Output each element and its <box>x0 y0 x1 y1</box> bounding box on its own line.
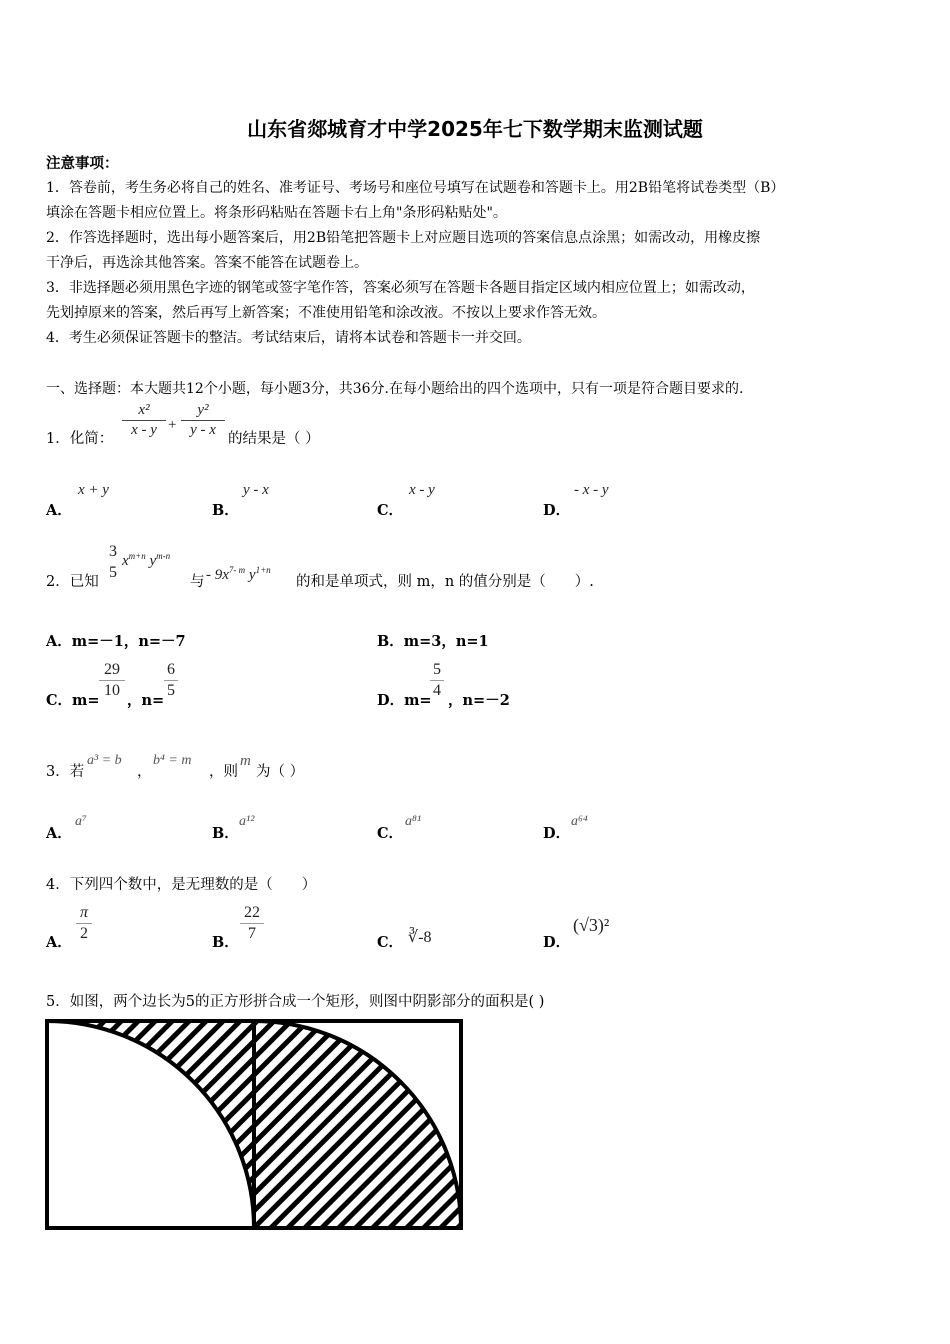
q1-option-d: - x - y <box>574 482 609 498</box>
section-heading: 一、选择题：本大题共12个小题，每小题3分，共36分.在每小题给出的四个选项中，只有一项是符合题目要求的. <box>46 381 744 397</box>
q2-term1-x: x <box>122 553 129 569</box>
q2-d-m-denominator: 4 <box>433 682 441 699</box>
notice-line-2a: 2．作答选择题时，选出每小题答案后，用2B铅笔把答题卡上对应题目选项的答案信息点涂黑；如需改动，用橡皮擦 <box>46 230 761 246</box>
q2-tail: 的和是单项式，则 m，n 的值分别是（ ）. <box>296 574 594 590</box>
q3-expr-1: a³ = b <box>87 753 122 768</box>
q2-with: 与 <box>190 574 205 590</box>
q1-option-a-label: A． <box>46 502 72 519</box>
q2-coef-numerator: 3 <box>109 543 117 560</box>
q4-option-a <box>76 904 92 943</box>
q3-then: ，则 <box>209 764 238 780</box>
q1-option-c: x - y <box>409 482 435 498</box>
q4-a-denominator: 2 <box>80 925 88 942</box>
q2-d-m-numerator: 5 <box>433 661 441 678</box>
q2-coef-denominator: 5 <box>109 564 117 581</box>
q2-option-d-m-fraction <box>430 661 444 700</box>
q2-number: 2．已知 <box>46 574 99 590</box>
q3-option-c-label: C． <box>377 825 404 842</box>
q2-term1-y-exp: m-n <box>156 551 171 561</box>
q5-text: 5．如图，两个边长为5的正方形拼合成一个矩形，则图中阴影部分的面积是( ) <box>46 994 545 1010</box>
q2-option-b: B．m=3，n=1 <box>377 633 489 650</box>
q4-option-d-label: D． <box>543 934 571 951</box>
q3-tail: 为（ ） <box>256 764 305 780</box>
notice-line-2b: 干净后，再选涂其他答案。答案不能答在试题卷上。 <box>46 255 368 271</box>
q4-option-c: ∛-8 <box>408 929 432 946</box>
q1-fraction-1 <box>122 402 166 439</box>
q4-option-a-label: A． <box>46 934 72 951</box>
q3-expr-2: b⁴ = m <box>153 753 192 768</box>
q1-option-a: x + y <box>78 482 109 498</box>
q4-a-numerator: π <box>79 904 88 921</box>
notice-line-1b: 填涂在答题卡相应位置上。将条形码粘贴在答题卡右上角"条形码粘贴处"。 <box>46 205 507 221</box>
notice-line-3b: 先划掉原来的答案，然后再写上新答案；不准使用铅笔和涂改液。不按以上要求作答无效。 <box>46 305 606 321</box>
notice-line-4: 4．考生必须保证答题卡的整洁。考试结束后，请将本试卷和答题卡一并交回。 <box>46 330 531 346</box>
q1-option-b-label: B． <box>212 502 239 519</box>
q2-option-d-suffix: ，n=－2 <box>448 692 510 709</box>
q3-m: m <box>240 753 251 769</box>
q4-text: 4．下列四个数中，是无理数的是（ ） <box>46 877 317 893</box>
q2-term2-y: y <box>248 567 256 583</box>
q2-option-a: A．m=－1，n=－7 <box>46 633 186 650</box>
q4-b-denominator: 7 <box>248 925 256 942</box>
q2-term2 <box>206 565 271 584</box>
q2-option-d-prefix: D．m= <box>377 692 432 709</box>
q2-term2-y-exp: 1+n <box>255 565 271 575</box>
q3-comma: ， <box>137 764 152 780</box>
q1-frac2-numerator: y² <box>197 402 209 418</box>
q1-frac1-numerator: x² <box>138 402 150 418</box>
q2-term2-x: - 9x <box>206 567 229 583</box>
q1-plus: + <box>168 417 177 433</box>
q2-option-c-n-fraction <box>164 661 178 700</box>
q5-figure <box>40 1014 468 1236</box>
q3-option-b: a¹² <box>239 814 255 829</box>
q4-option-b-label: B． <box>212 934 239 951</box>
q3-option-a: a⁷ <box>75 814 87 829</box>
page-title: 山东省郯城育才中学2025年七下数学期末监测试题 <box>247 117 703 141</box>
q3-number: 3．若 <box>46 764 85 780</box>
q2-coefficient <box>106 543 120 582</box>
q2-c-m-denominator: 10 <box>104 682 120 699</box>
q4-option-b <box>240 904 264 943</box>
q2-option-c-m-fraction <box>99 661 125 700</box>
q1-tail: 的结果是（ ） <box>228 431 320 447</box>
q1-option-d-label: D． <box>543 502 571 519</box>
q3-option-b-label: B． <box>212 825 239 842</box>
q3-option-d: a⁶⁴ <box>571 814 588 829</box>
q3-option-a-label: A． <box>46 825 72 842</box>
q2-option-c-prefix: C．m= <box>46 692 100 709</box>
q3-option-c: a⁸¹ <box>405 814 422 829</box>
q2-option-c-mid: ，n= <box>127 692 165 709</box>
q1-option-b: y - x <box>243 482 269 498</box>
q4-option-c-label: C． <box>377 934 404 951</box>
notice-line-3a: 3．非选择题必须用黑色字迹的钢笔或签字笔作答，答案必须写在答题卡各题目指定区域内相应位置上；如需改动， <box>46 280 755 296</box>
q1-frac1-denominator: x - y <box>131 422 157 438</box>
q1-fraction-2 <box>181 402 225 439</box>
q1-number: 1．化简： <box>46 431 114 447</box>
q4-option-d: (√3)² <box>573 915 610 935</box>
q2-term1-x-exp: m+n <box>128 551 146 561</box>
q2-c-n-numerator: 6 <box>167 661 175 678</box>
q4-b-numerator: 22 <box>244 904 260 921</box>
q1-option-c-label: C． <box>377 502 404 519</box>
notice-heading: 注意事项： <box>46 155 119 172</box>
q2-term1 <box>122 551 170 570</box>
q3-option-d-label: D． <box>543 825 571 842</box>
q2-term2-x-exp: 7- m <box>228 565 246 575</box>
q2-c-m-numerator: 29 <box>104 661 120 678</box>
q1-frac2-denominator: y - x <box>190 422 216 438</box>
notice-line-1a: 1．答卷前，考生务必将自己的姓名、准考证号、考场号和座位号填写在试题卷和答题卡上。用2B铅笔将试卷类型（B） <box>46 180 785 196</box>
q2-term1-y: y <box>149 553 157 569</box>
q2-c-n-denominator: 5 <box>167 682 175 699</box>
